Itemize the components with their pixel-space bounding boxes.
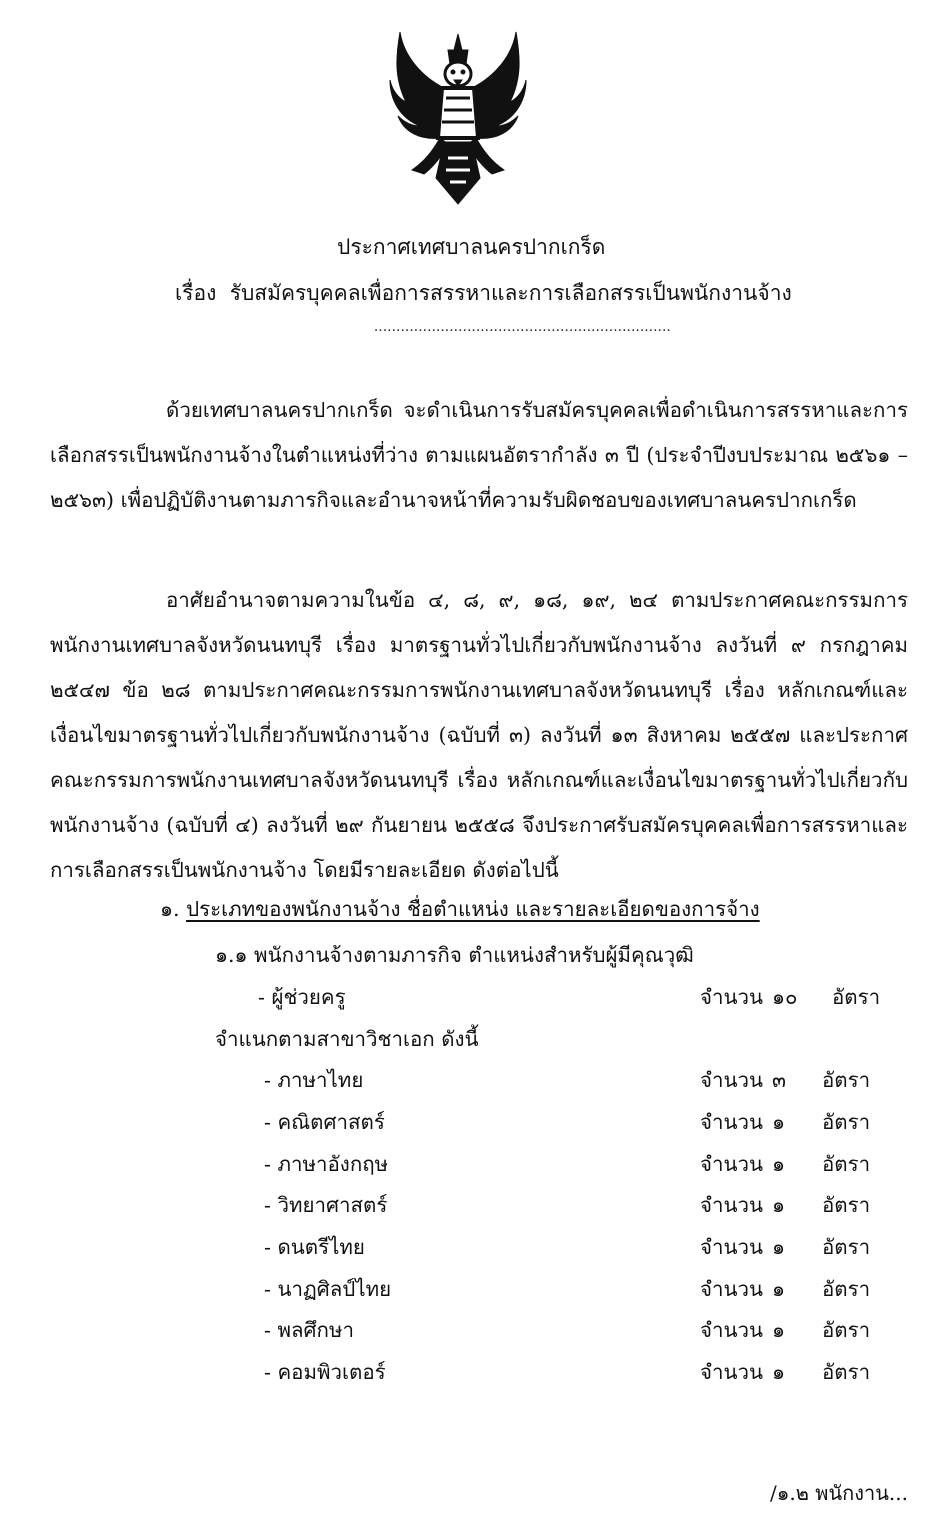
count-value: ๑ [772,1193,786,1217]
subject-text: รับสมัครบุคคลเพื่อการสรรหาและการเลือกสรรเป็นพนักงานจ้าง [229,281,792,305]
paragraph-intro-text: ด้วยเทศบาลนครปากเกร็ด จะดำเนินการรับสมัครบุคคลเพื่อดำเนินการสรรหาและการเลือกสรรเป็นพนักงานจ้างในตำแหน่งที่ว่าง ตามแผนอัตรากำลัง ๓ ปี (ประจำปีงบประมาณ ๒๕๖๑ – ๒๕๖๓) เพื่อปฏิบัติงานตามภารกิจและอำนาจหน้าที่ความรับผิดชอบของเทศบาลนครปากเกร็ด [50,398,908,512]
classification-label: จำแนกตามสาขาวิชาเอก ดังนี้ [215,1027,479,1051]
count-value: ๑ [772,1152,786,1176]
count-value: ๑๐ [772,985,798,1009]
paragraph-intro [50,388,908,523]
major-name: - ภาษาอังกฤษ [264,1152,389,1176]
paragraph-authority-text: อาศัยอำนาจตามความในข้อ ๔, ๘, ๙, ๑๘, ๑๙, ๒๔ ตามประกาศคณะกรรมการพนักงานเทศบาลจังหวัดนนทบุรี เรื่อง มาตรฐานทั่วไปเกี่ยวกับพนักงานจ้าง ลงวันที่ ๙ กรกฎาคม ๒๕๔๗ ข้อ ๒๘ ตามประกาศคณะกรรมการพนักงานเทศบาลจังหวัดนนทบุรี เรื่อง หลักเกณฑ์และเงื่อนไขมาตรฐานทั่วไปเกี่ยวกับพนักงานจ้าง (ฉบับที่ ๓) ลงวันที่ ๑๓ สิงหาคม ๒๕๕๗ และประกาศคณะกรรมการพนักงานเทศบาลจังหวัดนนทบุรี เรื่อง หลักเกณฑ์และเงื่อนไขมาตรฐานทั่วไปเกี่ยวกับพนักงานจ้าง (ฉบับที่ ๔) ลงวันที่ ๒๙ กันยายน ๒๕๕๘ จึงประกาศรับสมัครบุคคลเพื่อการสรรหาและการเลือกสรรเป็นพนักงานจ้าง โดยมีรายละเอียด ดังต่อไปนี้ [50,588,908,882]
count-value: ๓ [772,1068,787,1092]
count-unit: อัตรา [822,1277,871,1301]
count-value: ๑ [772,1277,786,1301]
major-name: - ดนตรีไทย [264,1235,365,1259]
major-row [0,1063,945,1097]
count-value: ๑ [772,1110,786,1134]
title-divider: ................................................................... [374,320,671,335]
major-name: - วิทยาศาสตร์ [264,1193,388,1217]
major-row [0,1355,945,1389]
count-label: จำนวน [700,1318,764,1342]
major-row [0,1105,945,1139]
announcement-subject [175,278,945,308]
count-label: จำนวน [700,1360,764,1384]
garuda-emblem-icon [384,28,532,206]
major-row [0,1147,945,1181]
subject-label: เรื่อง [175,281,217,305]
major-row [0,1188,945,1222]
major-name: - คณิตศาสตร์ [264,1110,385,1134]
announcement-title: ประกาศเทศบาลนครปากเกร็ด [337,235,606,259]
count-label: จำนวน [700,1068,764,1092]
count-unit: อัตรา [822,1318,871,1342]
count-label: จำนวน [700,1152,764,1176]
major-row [0,1272,945,1306]
count-unit: อัตรา [822,1152,871,1176]
position-row [0,980,945,1014]
count-label: จำนวน [700,985,764,1009]
major-row [0,1313,945,1347]
count-label: จำนวน [700,1277,764,1301]
major-name: - พลศึกษา [264,1318,354,1342]
position-name: - ผู้ช่วยครู [258,985,346,1009]
section-heading [160,892,760,926]
page-continuation: /๑.๒ พนักงาน... [769,1481,908,1505]
count-value: ๑ [772,1360,786,1384]
major-name: - คอมพิวเตอร์ [264,1360,386,1384]
count-unit: อัตรา [822,1235,871,1259]
count-label: จำนวน [700,1110,764,1134]
major-row [0,1230,945,1264]
section-number: ๑. [160,897,180,921]
count-unit: อัตรา [822,1360,871,1384]
major-name: - นาฏศิลป์ไทย [264,1277,392,1301]
count-unit: อัตรา [832,985,881,1009]
section-heading-text: ประเภทของพนักงานจ้าง ชื่อตำแหน่ง และรายละเอียดของการจ้าง [186,897,760,921]
major-name: - ภาษาไทย [264,1068,364,1092]
paragraph-authority [50,578,908,893]
count-unit: อัตรา [822,1068,871,1092]
count-unit: อัตรา [822,1110,871,1134]
count-label: จำนวน [700,1193,764,1217]
count-label: จำนวน [700,1235,764,1259]
count-value: ๑ [772,1235,786,1259]
count-unit: อัตรา [822,1193,871,1217]
sub-heading: ๑.๑ พนักงานจ้างตามภารกิจ ตำแหน่งสำหรับผู้มีคุณวุฒิ [215,943,694,967]
count-value: ๑ [772,1318,786,1342]
